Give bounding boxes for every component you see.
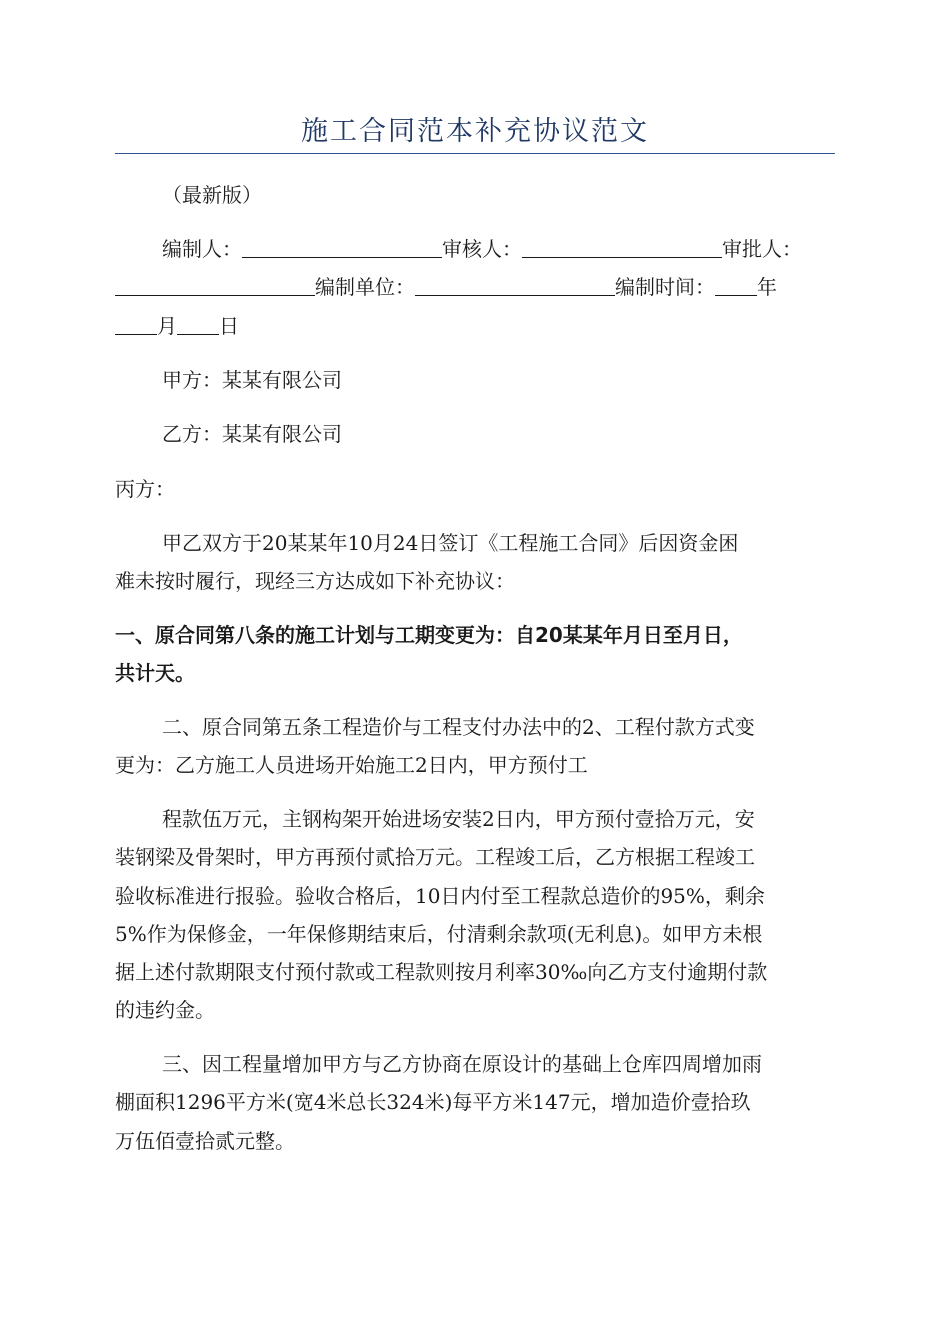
month-blank: [115, 314, 157, 335]
time-label: 编制时间：: [615, 275, 715, 299]
month-label: 月: [157, 314, 177, 338]
reviewer-label: 审核人：: [442, 237, 522, 261]
unit-label: 编制单位：: [315, 275, 415, 299]
meta-line-1: [162, 235, 837, 263]
year-label: 年: [757, 275, 777, 299]
unit-blank: [415, 275, 615, 296]
clause-3-line: 万伍佰壹拾贰元整。: [115, 1129, 295, 1153]
approver-blank: [115, 275, 315, 296]
clause-2-line: 二、原合同第五条工程造价与工程支付办法中的2、工程付款方式变: [162, 715, 755, 739]
year-blank: [715, 275, 757, 296]
clause-1-line: 共计天。: [115, 661, 195, 685]
meta-line-2: [115, 273, 837, 301]
clause-1-line: 一、原合同第八条的施工计划与工期变更为：自20某某年月日至月日，: [115, 623, 743, 647]
clause-3-line: 棚面积1296平方米(宽4米总长324米)每平方米147元，增加造价壹拾玖: [115, 1090, 751, 1114]
intro-line: 甲乙双方于20某某年10月24日签订《工程施工合同》后因资金困: [162, 531, 739, 555]
intro-line: 难未按时履行，现经三方达成如下补充协议：: [115, 569, 515, 593]
clause-2-cont-line: 程款伍万元，主钢构架开始进场安装2日内，甲方预付壹拾万元，安: [162, 807, 755, 831]
clause-3-line: 三、因工程量增加甲方与乙方协商在原设计的基础上仓库四周增加雨: [162, 1052, 762, 1076]
clause-2-cont-line: 据上述付款期限支付预付款或工程款则按月利率30‰向乙方支付逾期付款: [115, 960, 768, 984]
compiler-blank: [242, 237, 442, 258]
clause-2-line: 更为：乙方施工人员进场开始施工2日内，甲方预付工: [115, 753, 588, 777]
clause-2-cont-line: 的违约金。: [115, 998, 215, 1022]
day-blank: [177, 314, 219, 335]
compiler-label: 编制人：: [162, 237, 242, 261]
approver-label: 审批人：: [722, 237, 802, 261]
document-title: 施工合同范本补充协议范文: [301, 116, 649, 147]
title-underline: [115, 153, 835, 154]
party-c: 丙方：: [115, 477, 175, 501]
party-a: 甲方：某某有限公司: [162, 368, 342, 392]
clause-2-cont-line: 5%作为保修金，一年保修期结束后，付清剩余款项(无利息)。如甲方未根: [115, 922, 763, 946]
clause-2-cont-line: 装钢梁及骨架时，甲方再预付贰拾万元。工程竣工后，乙方根据工程竣工: [115, 845, 755, 869]
clause-2-cont-line: 验收标准进行报验。验收合格后，10日内付至工程款总造价的95%，剩余: [115, 884, 765, 908]
party-b: 乙方：某某有限公司: [162, 422, 342, 446]
day-label: 日: [219, 314, 239, 338]
meta-line-3: [115, 312, 837, 340]
reviewer-blank: [522, 237, 722, 258]
edition-note: （最新版）: [162, 183, 262, 207]
